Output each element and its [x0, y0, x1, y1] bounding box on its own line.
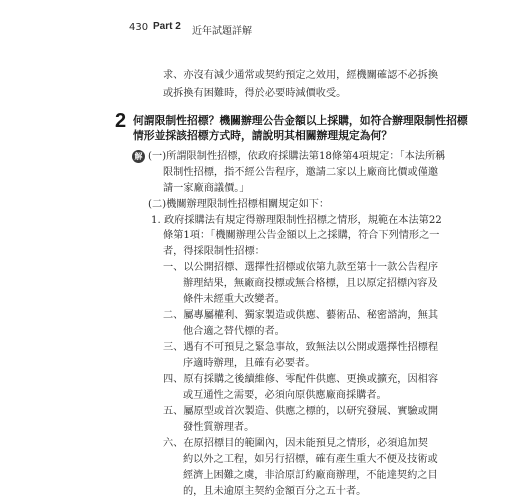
- answer-line: 限制性招標，指不經公告程序，邀請二家以上廠商比價或僅邀: [163, 167, 439, 178]
- intro-line: 求、亦沒有減少通常或契約預定之效用，經機關確認不必拆換: [163, 70, 439, 81]
- answer-line: 請一家廠商議價。」: [163, 183, 250, 194]
- answer-line: 約以外之工程，如另行招標，確有產生重大不便及技術或: [183, 454, 438, 465]
- answer-line: 六、在原招標目的範圍內，因未能預見之情形，必須追加契: [163, 438, 428, 449]
- answer-line: 的，且未逾原主契約金額百分之五十者。: [183, 486, 367, 497]
- answer-line: 序適時辦理，且確有必要者。: [183, 358, 316, 369]
- answer-line: 二、屬專屬權利、獨家製造或供應、藝術品、秘密諮詢，無其: [163, 310, 439, 321]
- answer-line: 1. 政府採購法有規定得辦理限制性招標之情形，規範在本法第22: [151, 215, 442, 226]
- answer-line: 經濟上困難之虞，非洽原訂約廠商辦理，不能達契約之目: [183, 470, 438, 481]
- question-line: 情形並採該招標方式時，請說明其相關辦理規定為何？: [133, 129, 393, 142]
- question-number: 2: [115, 110, 127, 132]
- answer-icon: 解: [132, 150, 145, 163]
- intro-line: 或拆換有困難時，得於必要時減價收受。: [163, 88, 347, 99]
- chapter-title: 近年試題詳解: [192, 26, 252, 37]
- page-number: 430: [129, 22, 149, 33]
- answer-line: (二)機關辦理限制性招標相關規定如下：: [148, 199, 330, 210]
- answer-line: 或互通性之需要，必須向原供應廠商採購者。: [183, 390, 387, 401]
- answer-line: 辦理結果，無廠商投標或無合格標，且以原定招標內容及: [183, 278, 438, 289]
- answer-line: 一、以公開招標、選擇性招標或依第九款至第十一款公告程序: [163, 262, 439, 273]
- answer-line: (一)所謂限制性招標，依政府採購法第18條第4項規定：「本法所稱: [148, 151, 446, 162]
- answer-line: 四、原有採購之後續維修、零配件供應、更換或擴充，因相容: [163, 374, 439, 385]
- answer-line: 者，得採限制性招標：: [163, 246, 265, 257]
- answer-line: 發性質辦理者。: [183, 422, 255, 433]
- answer-line: 他合適之替代標的者。: [183, 326, 285, 337]
- answer-line: 三、遇有不可預見之緊急事故，致無法以公開或選擇性招標程: [163, 342, 439, 353]
- question-line: 何謂限制性招標？機關辦理公告金額以上採購，如符合辦理限制性招標: [133, 114, 468, 127]
- answer-line: 條件未經重大改變者。: [183, 294, 285, 305]
- answer-line: 五、屬原型或首次製造、供應之標的，以研究發展、實驗或開: [163, 406, 439, 417]
- part-label: Part 2: [153, 21, 181, 32]
- answer-line: 條第1項：「機關辦理公告金額以上之採購，符合下列情形之一: [163, 230, 440, 241]
